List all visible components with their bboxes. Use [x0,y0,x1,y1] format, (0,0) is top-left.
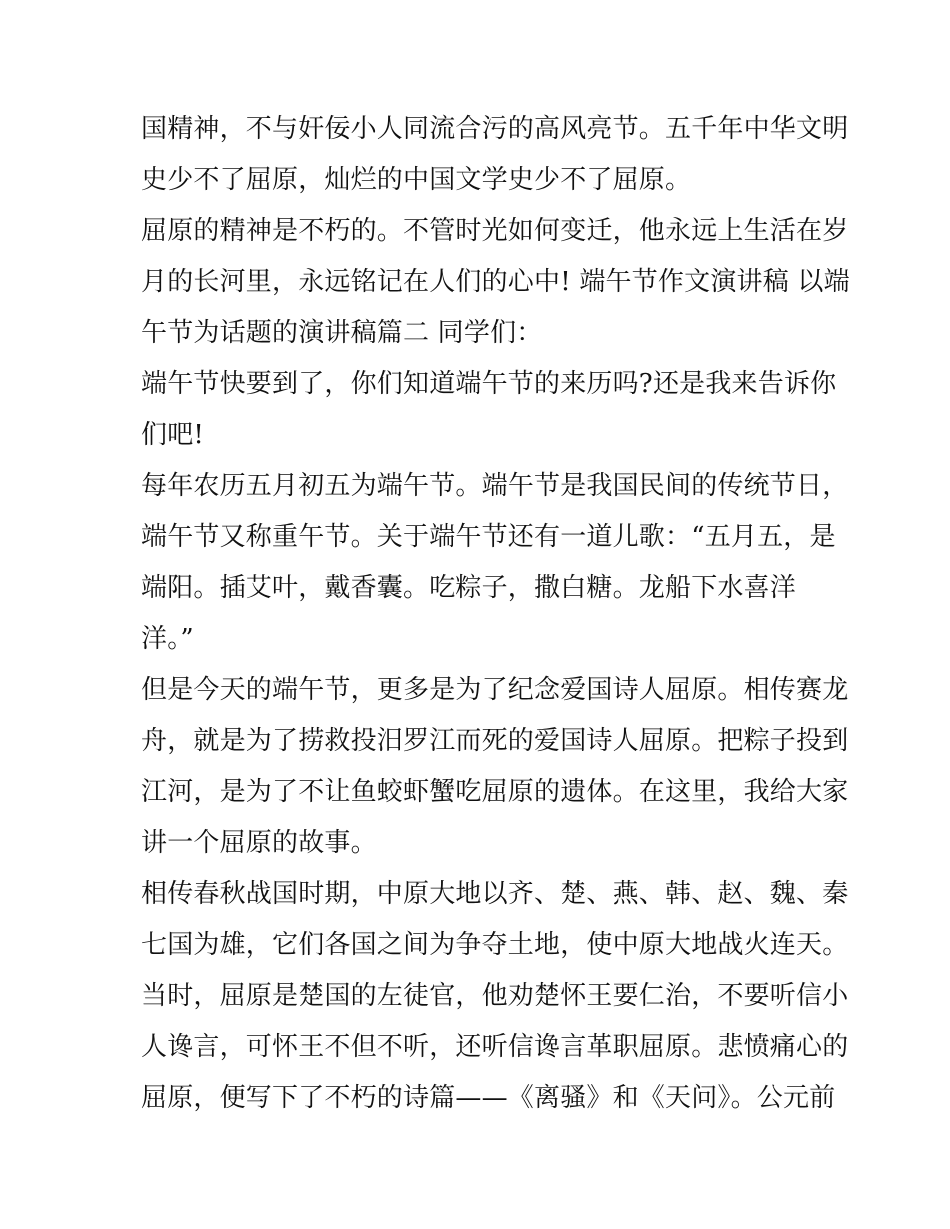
text-line: 但是今天的端午节，更多是为了纪念爱国诗人屈原。相传赛龙 [141,675,849,705]
text-line: 月的长河里，永远铭记在人们的心中! 端午节作文演讲稿 以端 [141,267,850,297]
text-line: 端午节又称重午节。关于端午节还有一道儿歌：“五月五，是 [141,522,836,552]
text-line: 国精神，不与奸佞小人同流合污的高风亮节。五千年中华文明 [141,114,849,144]
text-line: 舟，就是为了捞救投汨罗江而死的爱国诗人屈原。把粽子投到 [141,726,849,756]
text-line: 洋。” [141,624,194,654]
text-line: 端阳。插艾叶，戴香囊。吃粽子，撒白糖。龙船下水喜洋 [141,573,797,603]
text-line: 屈原，便写下了不朽的诗篇——《离骚》和《天问》。公元前 [141,1083,836,1113]
text-line: 史少不了屈原，灿烂的中国文学史少不了屈原。 [141,165,692,195]
text-line: 江河，是为了不让鱼蛟虾蟹吃屈原的遗体。在这里，我给大家 [141,777,849,807]
text-line: 相传春秋战国时期，中原大地以齐、楚、燕、韩、赵、魏、秦 [141,879,849,909]
text-line: 端午节快要到了，你们知道端午节的来历吗?还是我来告诉你 [141,369,837,399]
text-line: 屈原的精神是不朽的。不管时光如何变迁，他永远上生活在岁 [141,216,849,246]
text-line: 七国为雄，它们各国之间为争夺土地，使中原大地战火连天。 [141,930,849,960]
text-line: 们吧! [141,420,205,450]
text-line: 每年农历五月初五为端午节。端午节是我国民间的传统节日， [141,471,849,501]
text-line: 人谗言，可怀王不但不听，还听信谗言革职屈原。悲愤痛心的 [141,1032,849,1062]
text-line: 讲一个屈原的故事。 [141,828,377,858]
text-line: 午节为话题的演讲稿篇二 同学们： [141,318,543,348]
text-line: 当时，屈原是楚国的左徒官，他劝楚怀王要仁治，不要听信小 [141,981,849,1011]
